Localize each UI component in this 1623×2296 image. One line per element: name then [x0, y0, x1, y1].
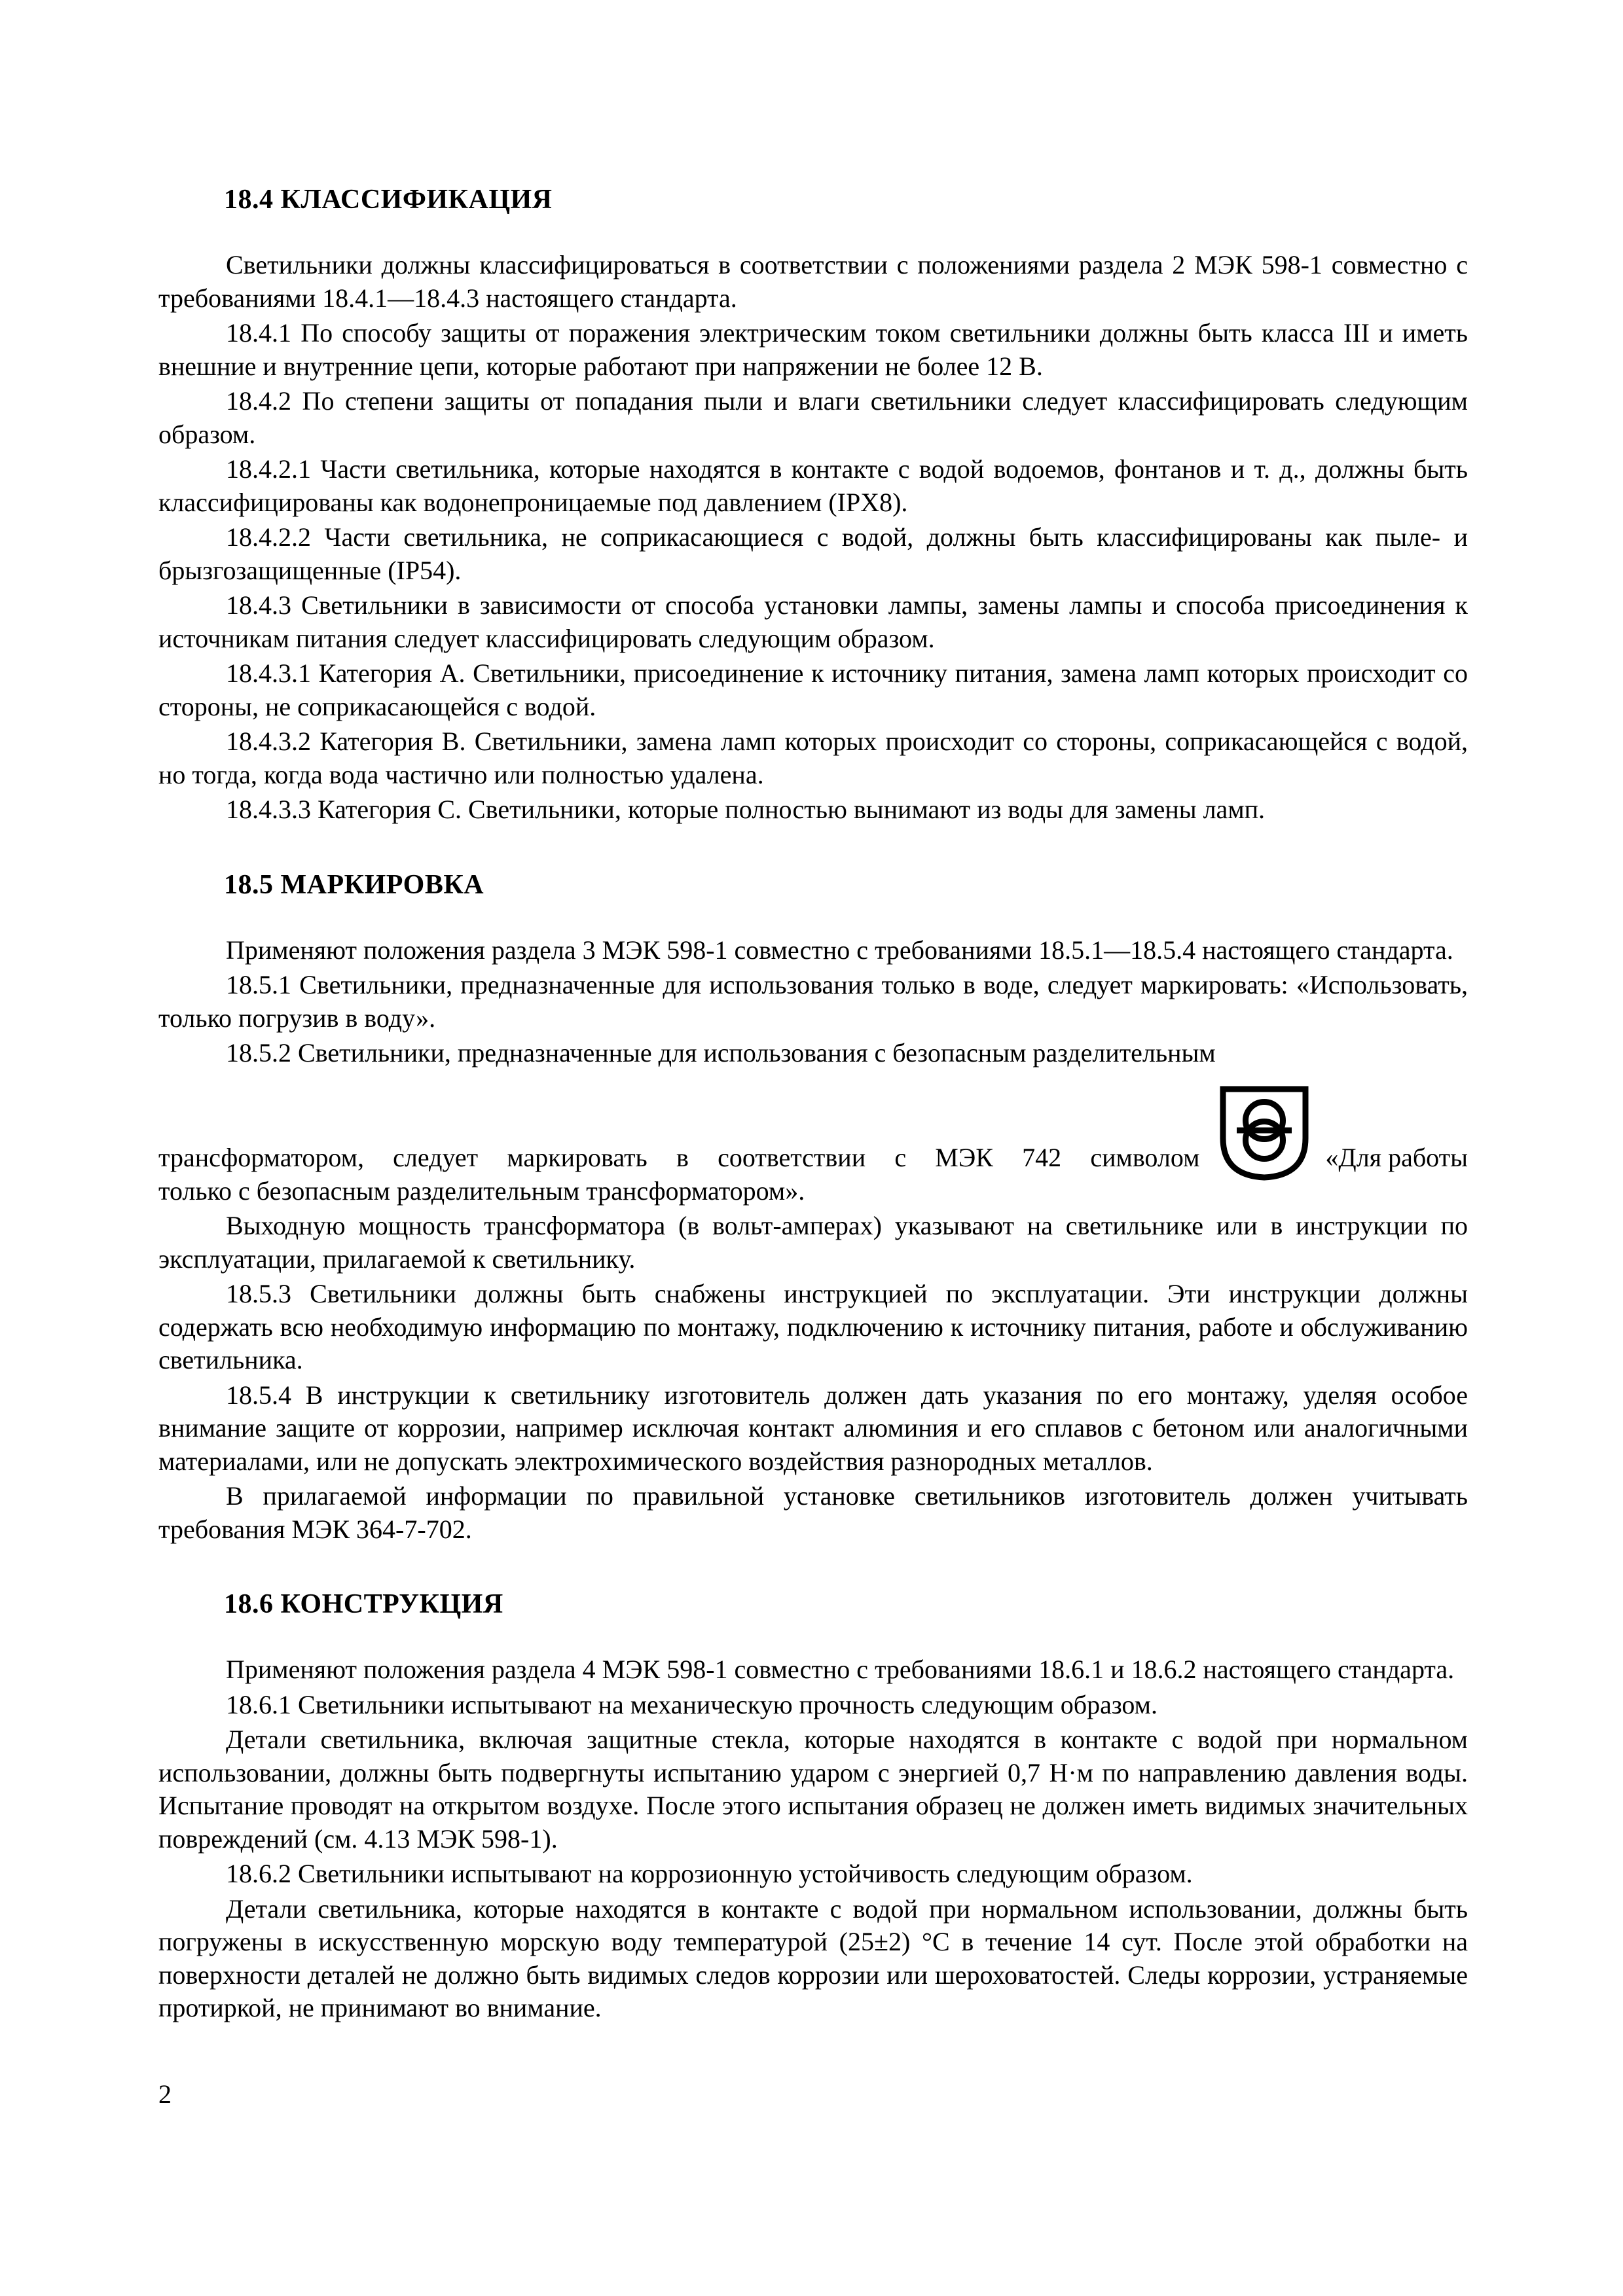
paragraph: 18.4.1 По способу защиты от поражения электрическим током светильники должны быть класса III и иметь внешние и внутренние цепи, которые работают при напряжении не более 12 В.	[158, 318, 1468, 381]
symbol-line-text-after: «Для работы	[1325, 1143, 1468, 1172]
paragraph-continuation: только с безопасным разделительным трансформатором».	[158, 1175, 805, 1206]
section-heading: 18.5 МАРКИРОВКА	[224, 869, 484, 900]
paragraph: 18.5.3 Светильники должны быть снабжены инструкцией по эксплуатации. Эти инструкции должны содержать всю необходимую информацию по монтажу, подключению к источнику питания, работе и обслуживанию светильника.	[158, 1279, 1468, 1374]
paragraph: Детали светильника, включая защитные стекла, которые находятся в контакте с водой при нормальном использовании, должны быть подвергнуты испытанию ударом с энергией 0,7 Н·м по направлению давления воды. Испытание проводят на открытом воздухе. После этого испытания образец не должен иметь видимых значительных повреждений (см. 4.13 МЭК 598-1).	[158, 1725, 1468, 1854]
section-construction	[158, 1587, 1468, 2025]
paragraph: 18.5.2 Светильники, предназначенные для использования с безопасным разделительным	[226, 1038, 1216, 1067]
page-number: 2	[158, 2079, 172, 2109]
paragraph: 18.4.3.3 Категория С. Светильники, которые полностью вынимают из воды для замены ламп.	[226, 795, 1266, 824]
paragraph: 18.6.1 Светильники испытывают на механическую прочность следующим образом.	[226, 1689, 1158, 1719]
document-page	[158, 182, 1468, 2066]
paragraph: Применяют положения раздела 4 МЭК 598-1 совместно с требованиями 18.6.1 и 18.6.2 настоящего стандарта.	[226, 1655, 1455, 1684]
paragraph: 18.4.3 Светильники в зависимости от способа установки лампы, замены лампы и способа присоединения к источникам питания следует классифицировать следующим образом.	[158, 590, 1468, 653]
paragraph: 18.6.2 Светильники испытывают на коррозионную устойчивость следующим образом.	[226, 1859, 1193, 1888]
paragraph: Выходную мощность трансформатора (в вольт-амперах) указывают на светильнике или в инструкции по эксплуатации, прилагаемой к светильнику.	[158, 1211, 1468, 1274]
safety-isolating-transformer-icon	[1215, 1083, 1313, 1181]
paragraph: Применяют положения раздела 3 МЭК 598-1 совместно с требованиями 18.5.1—18.5.4 настоящего стандарта.	[226, 935, 1453, 965]
paragraph: 18.5.4 В инструкции к светильнику изготовитель должен дать указания по его монтажу, уделяя особое внимание защите от коррозии, например исключая контакт алюминия и его сплавов с бетоном или аналогичными материалами, или не допускать электрохимического воздействия разнородных металлов.	[158, 1380, 1468, 1476]
section-marking	[158, 867, 1468, 1547]
paragraph: 18.4.3.1 Категория А. Светильники, присоединение к источнику питания, замена ламп которых происходит со стороны, не соприкасающейся с водой.	[158, 658, 1468, 721]
paragraph: Светильники должны классифицироваться в соответствии с положениями раздела 2 МЭК 598-1 совместно с требованиями 18.4.1—18.4.3 настоящего стандарта.	[158, 250, 1468, 313]
section-heading: 18.6 КОНСТРУКЦИЯ	[224, 1589, 503, 1619]
paragraph: 18.4.2.2 Части светильника, не соприкасающиеся с водой, должны быть классифицированы как пыле- и брызгозащищенные (IP54).	[158, 522, 1468, 585]
paragraph: В прилагаемой информации по правильной установке светильников изготовитель должен учитывать требования МЭК 364-7-702.	[158, 1481, 1468, 1544]
paragraph: 18.4.3.2 Категория В. Светильники, замена ламп которых происходит со стороны, соприкасающейся с водой, но тогда, когда вода частично или полностью удалена.	[158, 726, 1468, 789]
paragraph: 18.4.2.1 Части светильника, которые находятся в контакте с водой водоемов, фонтанов и т. д., должны быть классифицированы как водонепроницаемые под давлением (IPX8).	[158, 454, 1468, 517]
section-classification	[158, 182, 1468, 827]
symbol-line-text-before: трансформатором, следует маркировать в соответствии с МЭК 742 символом	[158, 1143, 1200, 1172]
paragraph: Детали светильника, которые находятся в контакте с водой при нормальном использовании, должны быть погружены в искусственную морскую воду температурой (25±2) °С в течение 14 сут. После этой обработки на поверхности деталей не должно быть видимых следов коррозии или шероховатостей. Следы коррозии, устраняемые протиркой, не принимают во внимание.	[158, 1893, 1468, 2022]
paragraph: 18.4.2 По степени защиты от попадания пыли и влаги светильники следует классифицировать следующим образом.	[158, 386, 1468, 449]
symbol-marking-line	[158, 1077, 1468, 1208]
section-heading: 18.4 КЛАССИФИКАЦИЯ	[224, 185, 553, 215]
paragraph: 18.5.1 Светильники, предназначенные для использования только в воде, следует маркировать: «Использовать, только погрузив в воду».	[158, 970, 1468, 1033]
